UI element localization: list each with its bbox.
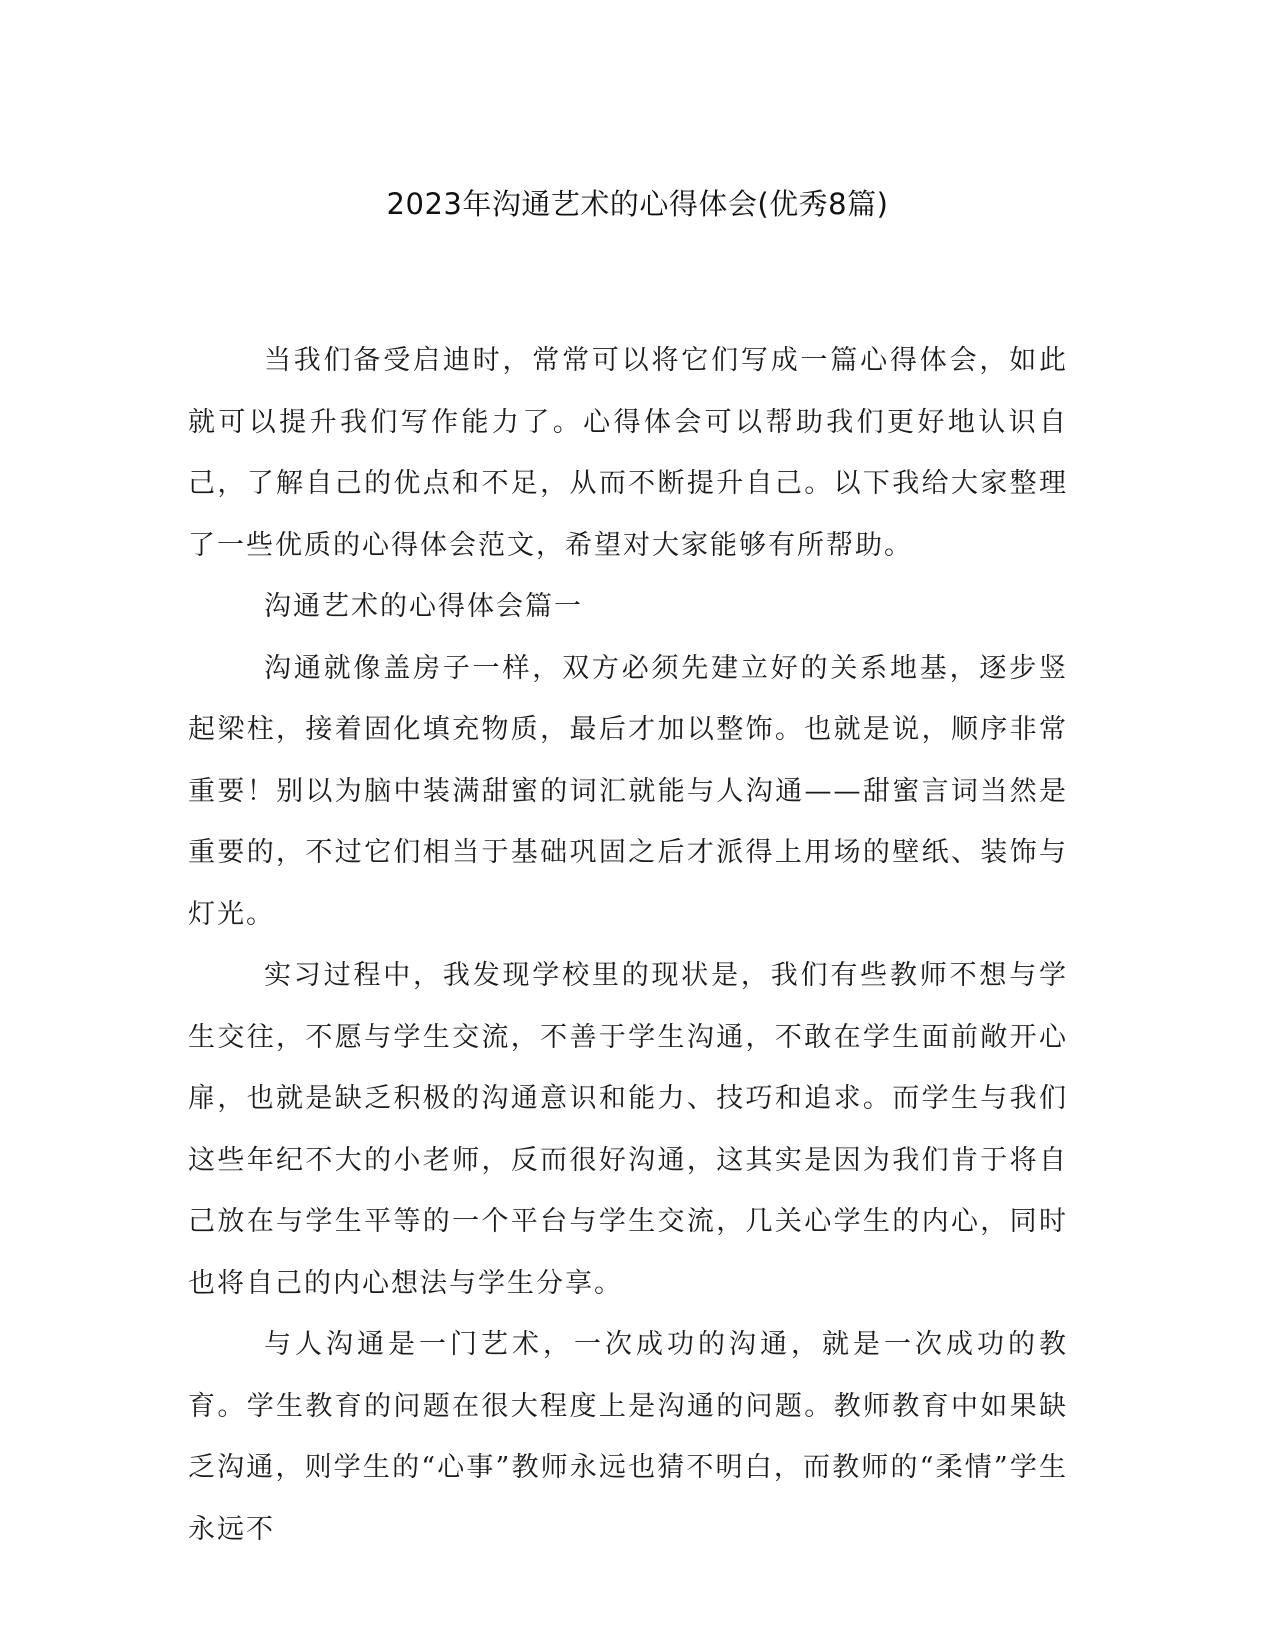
body-paragraph: 沟通就像盖房子一样，双方必须先建立好的关系地基，逐步竖起梁柱，接着固化填充物质，最后才加以整饰。也就是说，顺序非常重要！别以为脑中装满甜蜜的词汇就能与人沟通——甜蜜言词当然是重要的，不过它们相当于基础巩固之后才派得上用场的壁纸、装饰与灯光。 [188,652,1068,930]
intro-paragraph: 当我们备受启迪时，常常可以将它们写成一篇心得体会，如此就可以提升我们写作能力了。心得体会可以帮助我们更好地认识自己，了解自己的优点和不足，从而不断提升自己。以下我给大家整理了一些优质的心得体会范文，希望对大家能够有所帮助。 [188,345,1068,561]
document-body [188,330,1068,1560]
body-paragraph: 实习过程中，我发现学校里的现状是，我们有些教师不想与学生交往，不愿与学生交流，不善于学生沟通，不敢在学生面前敞开心扉，也就是缺乏积极的沟通意识和能力、技巧和追求。而学生与我们这些年纪不大的小老师，反而很好沟通，这其实是因为我们肯于将自己放在与学生平等的一个平台与学生交流，几关心学生的内心，同时也将自己的内心想法与学生分享。 [188,960,1068,1299]
body-paragraph: 与人沟通是一门艺术，一次成功的沟通，就是一次成功的教育。学生教育的问题在很大程度上是沟通的问题。教师教育中如果缺乏沟通，则学生的“心事”教师永远也猜不明白，而教师的“柔情”学生永远不 [188,1329,1068,1545]
section-heading: 沟通艺术的心得体会篇一 [264,591,583,622]
document-title: 2023年沟通艺术的心得体会(优秀8篇) [386,187,889,221]
